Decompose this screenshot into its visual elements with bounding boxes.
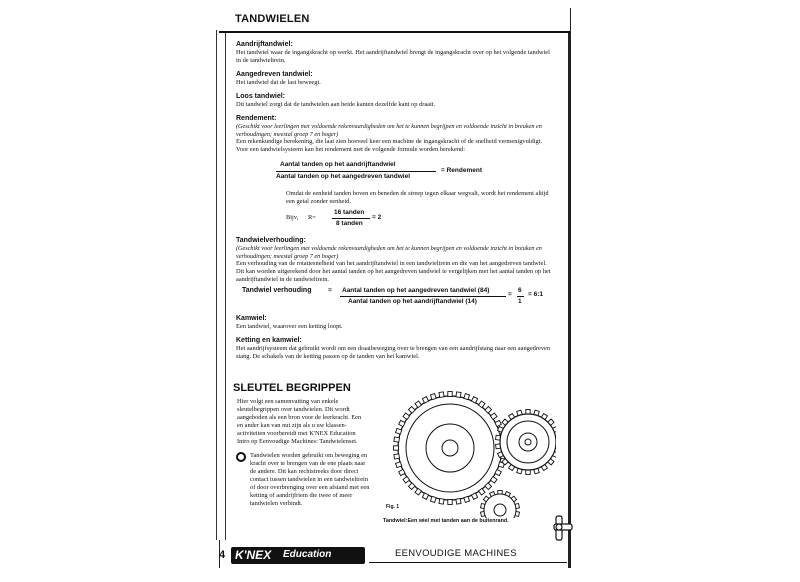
definition-heading: Rendement: (236, 115, 277, 122)
ring-bullet-icon (236, 452, 246, 462)
logo-knex-text: K'NEX (235, 548, 272, 562)
definition-heading: Aandrijftandwiel: (236, 41, 293, 48)
definition-verhouding (236, 236, 552, 309)
definition-aangedreven (236, 70, 552, 87)
verhouding-formula (236, 287, 552, 309)
gear-tooth (394, 437, 400, 442)
partial-gear-icon (484, 494, 516, 518)
left-binding-bar (216, 30, 226, 540)
gear-tooth (430, 496, 436, 502)
footer (219, 540, 570, 566)
formula-label: Tandwiel verhouding (242, 287, 312, 295)
formula-explanation: Omdat de eenheid tanden boven en beneden de streep tegen elkaar wegvalt, wordt het rendement altijd een getal zonder eenheid. (286, 190, 549, 206)
formula-result: = Rendement (441, 167, 482, 175)
definition-heading: Aangedreven tandwiel: (236, 71, 313, 78)
figure-caption: Tandwiel:Een wiel met tanden aan de buitenrand. (383, 518, 509, 524)
formula-equals-2: = (508, 291, 512, 299)
rendement-example (236, 209, 552, 231)
footer-rule (369, 562, 567, 563)
knex-connector-icon (552, 512, 574, 542)
gear-tooth (464, 496, 470, 502)
definition-aandrijftandwiel (236, 40, 552, 65)
example-label: Bijv, (286, 214, 299, 222)
page-title: TANDWIELEN (235, 13, 310, 25)
definition-text: Een verhouding van de rotatiesnelheid van het aandrijftandwiel in een tandwieltrein en die van het aangedreven tandwiel. Dit kan worden uitgerekend door het aantal tanden op het aangedreven tandwiel te vergelijken met het aantal tanden op het aandrijftandwiel in de tandwieltrein. (236, 260, 551, 284)
gear-tooth (448, 392, 452, 397)
definition-heading: Loos tandwiel: (236, 93, 285, 100)
example-result: = 2 (372, 214, 382, 222)
key-concepts-title: SLEUTEL BEGRIPPEN (233, 382, 351, 394)
gears-figure (380, 386, 556, 518)
definition-ketting (236, 336, 552, 361)
definition-text: Het aandrijfsysteem dat gebruikt wordt om een draaibeweging over te brengen van een aandrijfstang naar een aangedreven stang. De schakels van de ketting passen op de tanden van het kamwiel. (236, 345, 551, 361)
page-number: 4 (219, 549, 226, 561)
gear-tooth (448, 500, 452, 505)
gear-tooth (394, 446, 399, 450)
key-concepts-intro: Hier volgt een samenvatting van enkele sleutelbegrippen over tandwielen. Dit wordt aangeboden als een bron voor de leerkracht. Een en ander kan van nut zijn als u uw klassen-activiteiten voorbereidt met K'NEX Education Intro op Eenvoudige Machines: Tandwielenset. (237, 398, 362, 445)
gear-tooth (439, 499, 444, 505)
key-concept-bullet (230, 452, 372, 508)
fraction-bar (340, 296, 506, 297)
definition-heading: Tandwielverhouding: (236, 237, 306, 245)
example-numerator: 16 tanden (334, 209, 365, 217)
small-gear-icon (500, 414, 556, 470)
formula-numerator: Aantal tanden op het aandrijftandwiel (280, 161, 396, 169)
gear-tooth (396, 428, 402, 434)
gear-tooth (456, 499, 461, 505)
example-denominator: 8 tanden (336, 220, 363, 228)
definition-text: Een tandwiel, waarover een ketting loopt. (236, 323, 343, 331)
title-bar (219, 8, 570, 33)
grade-note: (Geschikt voor leerlingen met voldoende rekenvaardigheden om het te kunnen begrijpen en voldoende inzicht in breuken en verhoudingen; meestal groep 7 en hoger) (236, 245, 542, 260)
figure-label: Fig. 1 (386, 504, 400, 510)
formula-equals: = (328, 287, 332, 295)
footer-section-label: EENVOUDIGE MACHINES (395, 548, 517, 559)
gear-tooth (439, 392, 444, 398)
definition-text: Dit tandwiel zorgt dat de tandwielen aan beide kanten dezelfde kant op draait. (236, 101, 436, 108)
knex-education-logo (231, 547, 365, 564)
formula-denominator: Aantal tanden op het aandrijftandwiel (14) (348, 298, 477, 306)
gear-tooth (396, 462, 402, 468)
formula-den2: 1 (518, 298, 522, 306)
formula-result: = 6:1 (528, 291, 543, 299)
gear-tooth (456, 392, 461, 398)
definition-rendement (236, 114, 552, 231)
fraction-bar (276, 171, 436, 172)
gear-tooth (464, 394, 470, 400)
definition-heading: Ketting en kamwiel: (236, 337, 302, 345)
definition-loos (236, 92, 552, 109)
rendement-formula (236, 160, 552, 186)
formula-num2: 6 (518, 287, 522, 295)
gear-tooth (430, 394, 436, 400)
grade-note: (Geschikt voor leerlingen met voldoende rekenvaardigheden om het te kunnen begrijpen en voldoende inzicht in breuken en verhoudingen; meestal groep 7 en hoger) (236, 123, 542, 138)
main-content (236, 40, 552, 366)
formula-numerator: Aantal tanden op het aangedreven tandwiel (84) (342, 287, 490, 295)
bullet-text: Tandwielen worden gebruikt om beweging en kracht over te brengen van de ene plaats naar de andere. Dit kan rechtstreeks door direct contact tussen tandwielen in een tandwieltrein of door overbrenging over een afstand met een ketting of aandrijfriem die twee of meer tandwielen verbindt. (250, 452, 370, 507)
definition-text: Het tandwiel waar de ingangskracht op werkt. Het aandrijftandwiel brengt de ingangskracht over op het volgende tandwiel in de tandwieltrein. (236, 49, 550, 64)
fraction-bar (332, 218, 370, 219)
gear-tooth (394, 454, 400, 459)
example-r: R= (308, 214, 316, 222)
key-concepts-box (230, 382, 370, 508)
definition-text: Het tandwiel dat de last beweegt. (236, 79, 321, 86)
fraction-bar (517, 296, 524, 297)
logo-education-text: Education (283, 549, 332, 560)
formula-denominator: Aantal tanden op het aangedreven tandwiel (276, 173, 410, 181)
definition-heading: Kamwiel: (236, 315, 267, 323)
definition-kamwiel (236, 314, 552, 331)
definition-text: Een rekenkundige berekening, die laat zien hoeveel keer een machine de ingangskracht of de snelheid vermenigvuldigt. Voor een tandwielsysteem kan het rendement met de volgende formule worden berekend: (236, 138, 543, 154)
